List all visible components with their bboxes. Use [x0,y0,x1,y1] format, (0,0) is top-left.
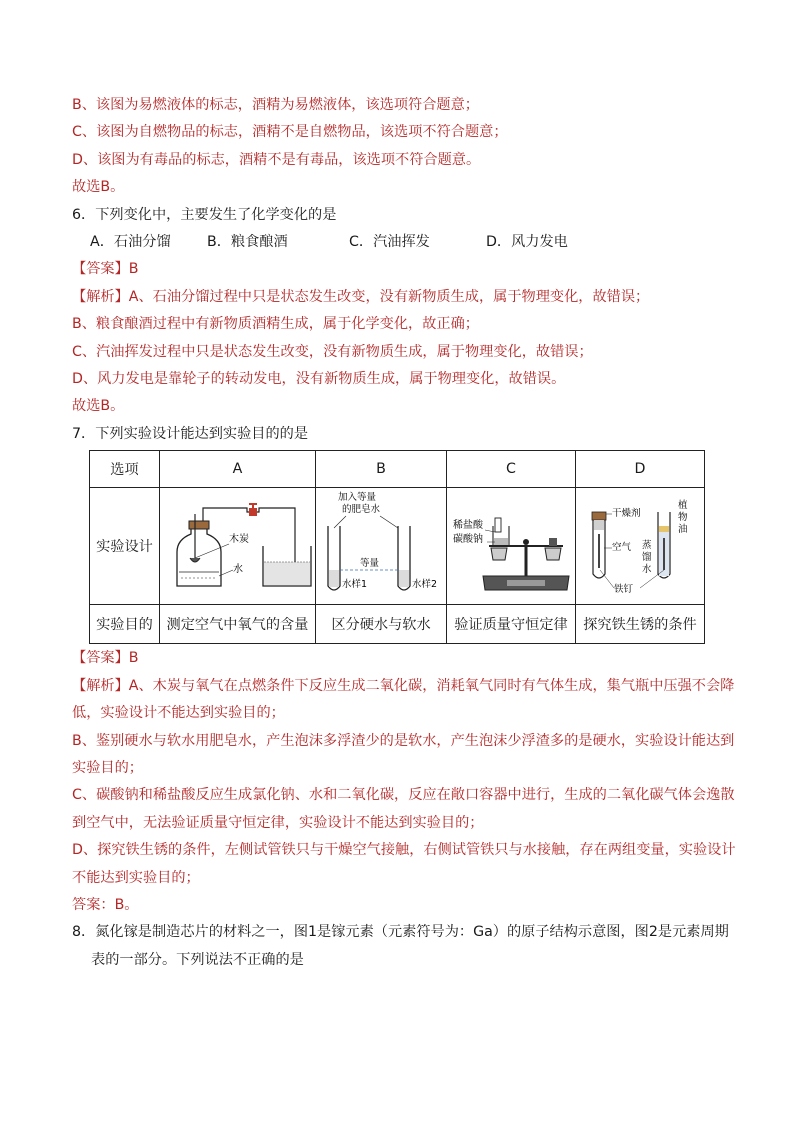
q7-analysis-line: 【解析】A、木炭与氧气在点燃条件下反应生成二氧化碳，消耗氧气同时有气体生成，集气瓶中压强不会降 [72,677,735,694]
goal-b: 区分硬水与软水 [316,605,447,644]
label-add-soap-2: 的肥皂水 [342,504,381,516]
q6-conclusion: 故选B。 [72,398,125,415]
goal-label: 实验目的 [90,605,160,644]
q7-answer: 【答案】B [72,650,139,667]
table-goal-row [90,605,705,644]
mass-conservation-balance-figure [449,490,573,598]
label-oil-3: 油 [678,524,688,536]
q7-analysis-line: 不能达到实验目的； [72,869,200,886]
q7-stem: 7．下列实验设计能达到实验目的的是 [72,425,309,442]
q7-experiment-table [89,450,705,644]
label-oil-1: 植 [678,500,688,512]
q8-stem: 8．氮化镓是制造芯片的材料之一，图1是镓元素（元素符号为：Ga）的原子结构示意图，图2是元素周期 [72,924,729,941]
q6-analysis-line: D、风力发电是靠轮子的转动发电，没有新物质生成，属于物理变化，故错误。 [72,371,566,388]
table-design-row [90,488,705,605]
q6-option-d: D．风力发电 [486,234,568,251]
header-b: B [316,451,447,488]
table-header-row [90,451,705,488]
soap-water-test-figure [318,490,444,598]
label-distilled-3: 水 [642,564,652,576]
label-distilled-1: 蒸 [642,540,652,552]
figure-a [160,488,316,605]
label-hydrochloric-acid: 稀盐酸 [453,520,483,532]
header-c: C [447,451,576,488]
goal-c: 验证质量守恒定律 [447,605,576,644]
goal-d: 探究铁生锈的条件 [576,605,705,644]
design-label: 实验设计 [90,488,160,605]
oxygen-content-apparatus-figure [163,490,313,598]
label-equal: 等量 [360,558,380,570]
label-desiccant: 干燥剂 [612,508,641,520]
label-sample-1: 水样1 [342,579,368,591]
q6-answer: 【答案】B [72,261,139,278]
q6-analysis-line: 【解析】A、石油分馏过程中只是状态发生改变，没有新物质生成，属于物理变化，故错误； [72,288,650,305]
header-d: D [576,451,705,488]
figure-d [576,488,705,605]
q6-option-c: C．汽油挥发 [349,234,430,251]
header-option: 选项 [90,451,160,488]
q6-analysis-line: B、粮食酿酒过程中有新物质酒精生成，属于化学变化，故正确； [72,316,479,333]
q7-analysis-line: B、鉴别硬水与软水用肥皂水，产生泡沫多浮渣少的是软水，产生泡沫少浮渣多的是硬水，实验设计能达到 [72,732,735,749]
iron-rust-tubes-figure [578,490,702,598]
label-distilled-2: 馏 [642,552,652,564]
q6-options [72,229,722,256]
q7-analysis-line: D、探究铁生锈的条件，左侧试管铁只与干燥空气接触，右侧试管铁只与水接触，存在两组变量，实验设计 [72,842,736,859]
analysis-line: D、该图为有毒品的标志，酒精不是有毒品，该选项不符合题意。 [72,151,481,168]
figure-b [316,488,447,605]
q6-option-a: A．石油分馏 [90,234,171,251]
goal-a: 测定空气中氧气的含量 [160,605,316,644]
label-iron-nail: 铁钉 [614,584,634,596]
q6-analysis-line: C、汽油挥发过程中只是状态发生改变，没有新物质生成，属于物理变化，故错误； [72,343,593,360]
analysis-line: C、该图为自燃物品的标志，酒精不是自燃物品，该选项不符合题意； [72,124,508,141]
label-sodium-carbonate: 碳酸钠 [453,534,483,546]
q7-analysis-line: C、碳酸钠和稀盐酸反应生成氯化钠、水和二氧化碳，反应在敞口容器中进行，生成的二氧化碳气体会逸散 [72,787,735,804]
q7-analysis-line: 低，实验设计不能达到实验目的； [72,705,285,722]
label-add-soap-1: 加入等量 [338,492,377,504]
document-page [72,92,736,974]
label-sample-2: 水样2 [412,579,438,591]
label-charcoal: 木炭 [228,534,249,546]
q8-stem-cont: 表的一部分。下列说法不正确的是 [91,951,304,968]
figure-c [447,488,576,605]
label-air: 空气 [612,542,632,554]
label-water: 水 [232,564,243,576]
analysis-line: B、该图为易燃液体的标志，酒精为易燃液体，该选项符合题意； [72,97,479,113]
q6-stem: 6．下列变化中，主要发生了化学变化的是 [72,206,337,223]
q7-analysis-line: 到空气中，无法验证质量守恒定律，实验设计不能达到实验目的； [72,814,484,831]
q7-analysis-line: 实验目的； [72,759,143,776]
q7-conclusion: 答案：B。 [72,896,139,913]
header-a: A [160,451,316,488]
q6-option-b: B．粮食酿酒 [207,234,288,251]
label-oil-2: 物 [678,512,688,524]
conclusion-line: 故选B。 [72,179,125,196]
